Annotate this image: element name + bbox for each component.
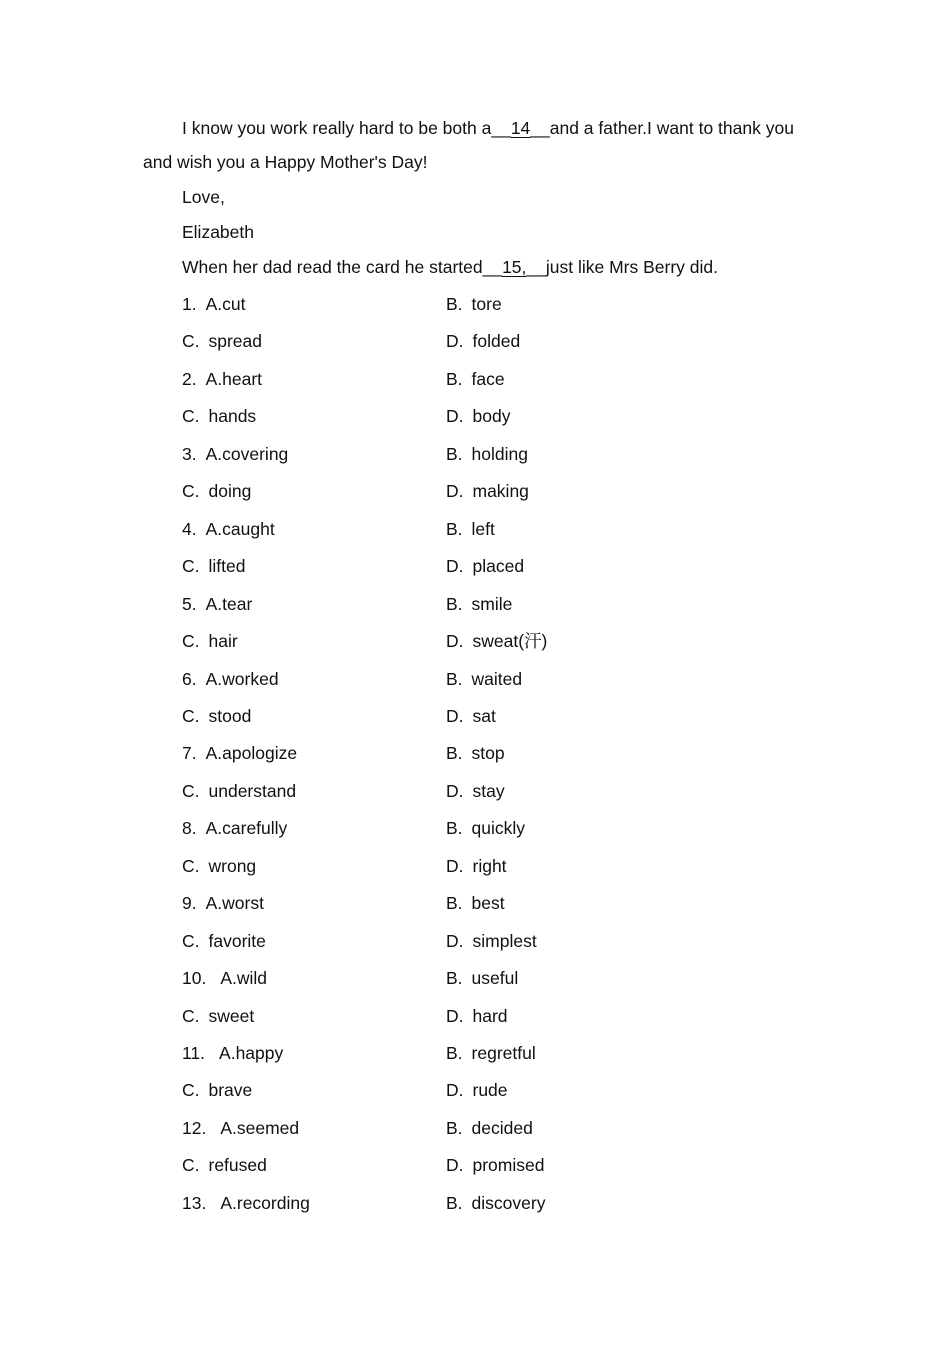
option-right [446,668,522,690]
passage-text: __just like Mrs Berry did. [526,257,718,277]
option-label: 5. [182,594,197,614]
option-label: B. [446,294,463,314]
option-right [446,368,505,390]
option-right [446,1117,533,1139]
blank-14: 14 [510,118,531,138]
option-text: body [472,406,511,426]
option-text: folded [472,331,521,351]
option-text: smile [471,594,513,614]
option-right [446,1154,544,1176]
option-right [446,593,512,615]
letter-closing: Love, [182,187,225,207]
option-text: refused [208,1155,267,1175]
option-label: B. [446,743,463,763]
passage-line-1 [182,117,794,139]
option-left [182,368,262,390]
option-text: A.cut [205,294,246,314]
option-label: B. [446,669,463,689]
option-text: A.wild [220,968,268,988]
option-text: understand [208,781,297,801]
option-text: face [471,369,505,389]
option-text: sweet [208,1006,255,1026]
option-left [182,293,246,315]
option-label: D. [446,706,464,726]
option-label: 10. [182,968,207,988]
option-left [182,817,287,839]
option-label: C. [182,781,200,801]
option-label: 7. [182,743,197,763]
option-label: B. [446,1043,463,1063]
option-label: B. [446,1118,463,1138]
option-label: D. [446,556,464,576]
option-text: placed [472,556,525,576]
option-left [182,1005,254,1027]
option-right [446,630,547,652]
option-right [446,817,525,839]
option-label: B. [446,893,463,913]
option-label: B. [446,444,463,464]
option-right [446,518,495,540]
option-label: C. [182,1080,200,1100]
option-left [182,518,275,540]
option-label: D. [446,481,464,501]
option-right [446,480,529,502]
option-text: A.caught [205,519,275,539]
option-text: tore [471,294,502,314]
option-left [182,705,251,727]
option-text: A.recording [220,1193,310,1213]
option-text: right [472,856,507,876]
option-label: C. [182,631,200,651]
option-right [446,443,528,465]
option-left [182,1192,310,1214]
option-text: A.seemed [220,1118,300,1138]
option-left [182,742,297,764]
option-left [182,480,251,502]
option-text: rude [472,1080,508,1100]
option-label: C. [182,331,200,351]
option-text: making [472,481,529,501]
option-text: regretful [471,1043,536,1063]
option-text: A.worked [205,669,279,689]
option-label: C. [182,406,200,426]
option-right [446,1042,536,1064]
option-text: holding [471,444,528,464]
passage-line-2: and wish you a Happy Mother's Day! [143,152,428,172]
option-left [182,892,264,914]
option-label: C. [182,706,200,726]
option-label: D. [446,1155,464,1175]
option-right [446,930,537,952]
letter-signature: Elizabeth [182,222,254,242]
option-label: 12. [182,1118,207,1138]
option-label: D. [446,931,464,951]
option-text: A.tear [205,594,253,614]
option-label: D. [446,1080,464,1100]
option-text: hard [472,1006,508,1026]
option-label: 8. [182,818,197,838]
option-label: 11. [182,1043,206,1063]
option-right [446,705,496,727]
option-label: D. [446,631,464,651]
option-label: D. [446,406,464,426]
passage-line-3 [182,256,718,278]
option-left [182,780,296,802]
option-text: promised [472,1155,545,1175]
option-right [446,855,507,877]
option-left [182,593,252,615]
option-right [446,780,505,802]
option-left [182,855,256,877]
option-left [182,930,266,952]
option-label: D. [446,1006,464,1026]
option-text: favorite [208,931,266,951]
option-left [182,330,262,352]
option-label: 9. [182,893,197,913]
option-text: useful [471,968,519,988]
option-label: C. [182,1006,200,1026]
option-label: 3. [182,444,197,464]
option-label: C. [182,931,200,951]
option-left [182,967,267,989]
option-label: B. [446,1193,463,1213]
option-text: A.happy [219,1043,284,1063]
option-label: D. [446,331,464,351]
option-text: brave [208,1080,253,1100]
option-label: C. [182,556,200,576]
option-right [446,742,505,764]
option-right [446,1079,508,1101]
option-left [182,1079,252,1101]
option-label: B. [446,369,463,389]
option-text: doing [208,481,252,501]
option-text: hands [208,406,257,426]
option-left [182,405,256,427]
option-right [446,555,524,577]
option-left [182,630,238,652]
option-label: D. [446,856,464,876]
passage-text: I know you work really hard to be both a__ [182,118,511,138]
option-right [446,892,505,914]
option-text: left [471,519,495,539]
passage-text: When her dad read the card he started__ [182,257,503,277]
option-text: stood [208,706,252,726]
option-right [446,293,502,315]
option-text: A.apologize [205,743,298,763]
option-text: decided [471,1118,533,1138]
option-text: wrong [208,856,257,876]
option-label: B. [446,968,463,988]
option-label: 6. [182,669,197,689]
blank-15: 15, [502,257,527,277]
option-text: discovery [471,1193,546,1213]
option-label: C. [182,481,200,501]
option-label: 13. [182,1193,207,1213]
option-text: lifted [208,556,246,576]
option-right [446,405,510,427]
option-text: quickly [471,818,526,838]
option-text: sat [472,706,496,726]
option-label: C. [182,856,200,876]
option-label: B. [446,818,463,838]
option-text: A.carefully [205,818,288,838]
option-left [182,443,288,465]
option-right [446,967,518,989]
option-text: sweat(汗) [472,631,548,651]
option-label: B. [446,594,463,614]
option-left [182,1117,299,1139]
option-right [446,1005,508,1027]
option-label: B. [446,519,463,539]
option-text: simplest [472,931,537,951]
option-label: 2. [182,369,197,389]
passage-text: __and a father.I want to thank you [530,118,794,138]
option-left [182,1042,283,1064]
option-label: 4. [182,519,197,539]
option-left [182,668,279,690]
option-left [182,555,245,577]
option-right [446,1192,545,1214]
option-text: A.heart [205,369,263,389]
option-text: spread [208,331,263,351]
option-label: D. [446,781,464,801]
option-label: 1. [182,294,197,314]
option-left [182,1154,267,1176]
option-label: C. [182,1155,200,1175]
option-text: stop [471,743,505,763]
option-text: A.covering [205,444,289,464]
option-text: hair [208,631,238,651]
option-text: A.worst [205,893,264,913]
option-text: best [471,893,505,913]
option-text: stay [472,781,505,801]
option-text: waited [471,669,523,689]
option-right [446,330,520,352]
